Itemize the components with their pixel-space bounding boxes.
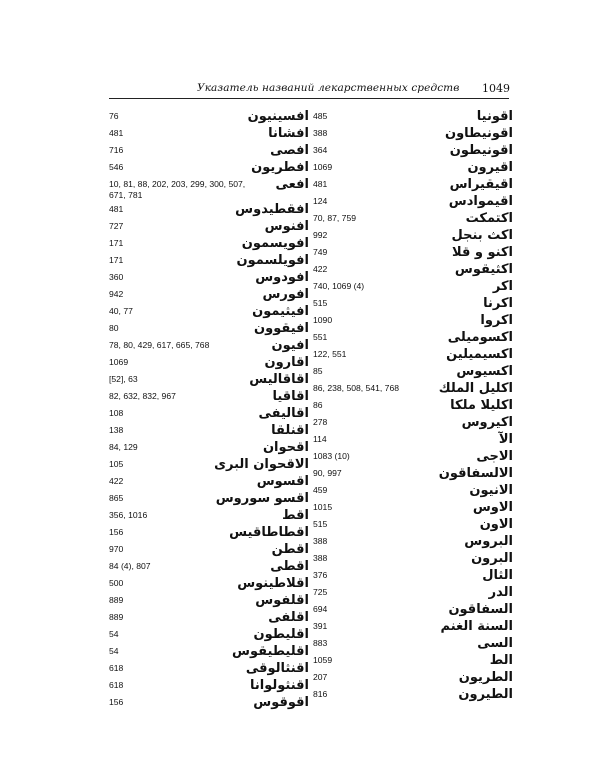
arabic-term: اقاقيا xyxy=(272,389,309,404)
page-refs: 422 xyxy=(109,476,124,486)
index-entry xyxy=(109,235,309,252)
arabic-term: السنة الغنم xyxy=(440,619,513,634)
page-refs: 156 xyxy=(109,697,124,707)
arabic-term: افنوس xyxy=(264,219,309,234)
page-refs: 278 xyxy=(313,417,328,427)
arabic-term: اكليلا ملكا xyxy=(450,398,513,413)
arabic-term: افويلسمون xyxy=(236,253,309,268)
arabic-term: اقنثولوانا xyxy=(250,678,309,693)
index-entry xyxy=(313,295,513,312)
page-refs: 485 xyxy=(313,111,328,121)
arabic-term: الط xyxy=(489,653,513,668)
page-refs: 551 xyxy=(313,332,328,342)
index-entry xyxy=(109,405,309,422)
page-refs: 54 xyxy=(109,629,119,639)
index-entry xyxy=(313,346,513,363)
page-refs: 364 xyxy=(313,145,328,155)
arabic-term: اقطاطاقيس xyxy=(229,525,309,540)
page-refs: 78, 80, 429, 617, 665, 768 xyxy=(109,340,210,350)
page-refs: [52], 63 xyxy=(109,374,138,384)
arabic-term: البرون xyxy=(471,551,513,566)
arabic-term: الدر xyxy=(488,585,513,600)
page-refs: 515 xyxy=(313,298,328,308)
index-entry xyxy=(109,558,309,575)
index-entry xyxy=(109,252,309,269)
arabic-term: اكث بنجل xyxy=(451,228,513,243)
index-entry xyxy=(109,490,309,507)
index-entry xyxy=(109,388,309,405)
index-entry xyxy=(109,142,309,159)
index-entry xyxy=(109,108,309,125)
page-refs: 749 xyxy=(313,247,328,257)
page-refs: 889 xyxy=(109,595,124,605)
arabic-term: افطريون xyxy=(251,160,309,175)
index-entry xyxy=(313,142,513,159)
page-refs: 122, 551 xyxy=(313,349,347,359)
page-refs: 618 xyxy=(109,663,124,673)
running-header xyxy=(197,82,510,98)
arabic-term: اقونيطون xyxy=(449,143,513,158)
index-entry xyxy=(313,516,513,533)
arabic-term: اقونيا xyxy=(476,109,513,124)
index-entry xyxy=(313,482,513,499)
index-entry xyxy=(109,354,309,371)
page-refs: 138 xyxy=(109,425,124,435)
page-refs: 356, 1016 xyxy=(109,510,148,520)
page-refs: 1059 xyxy=(313,655,333,665)
index-entry xyxy=(109,507,309,524)
index-entry xyxy=(109,303,309,320)
page-refs: 171 xyxy=(109,255,124,265)
arabic-term: افيون xyxy=(271,338,309,353)
index-entry xyxy=(109,694,309,711)
index-entry xyxy=(313,244,513,261)
arabic-term: افيقوون xyxy=(254,321,309,336)
page-refs: 694 xyxy=(313,604,328,614)
page-refs: 90, 997 xyxy=(313,468,342,478)
index-entry xyxy=(109,371,309,388)
index-entry xyxy=(313,329,513,346)
arabic-term: اكر xyxy=(492,279,513,294)
index-entry xyxy=(313,601,513,618)
page-refs: 865 xyxy=(109,493,124,503)
index-entry xyxy=(313,686,513,703)
index-entry xyxy=(109,456,309,473)
arabic-term: اقسو سوروس xyxy=(215,491,309,506)
index-entry xyxy=(313,533,513,550)
page-refs: 70, 87, 759 xyxy=(313,213,357,223)
arabic-term: افورس xyxy=(262,287,309,302)
page-refs: 942 xyxy=(109,289,124,299)
arabic-term: اكرنا xyxy=(483,296,513,311)
arabic-term: افقطيدوس xyxy=(235,202,309,217)
page-refs: 1069 xyxy=(109,357,129,367)
page-refs: 388 xyxy=(313,553,328,563)
arabic-term: اقطى xyxy=(270,559,309,574)
page-refs: 1083 (10) xyxy=(313,451,350,461)
index-entry xyxy=(313,125,513,142)
index-entry xyxy=(313,499,513,516)
index-entry xyxy=(109,473,309,490)
page-refs: 546 xyxy=(109,162,124,172)
page-refs: 422 xyxy=(313,264,328,274)
page-refs: 10, 81, 88, 202, 203, 299, 300, 507, 671, 781 xyxy=(109,179,246,200)
index-entry xyxy=(313,465,513,482)
arabic-term: اقنثالوقى xyxy=(245,661,309,676)
arabic-term: افعى xyxy=(275,177,309,192)
index-entry xyxy=(109,609,309,626)
arabic-term: اكنو و قلا xyxy=(452,245,513,260)
page-refs: 86 xyxy=(313,400,323,410)
arabic-term: افودوس xyxy=(255,270,309,285)
page-refs: 1090 xyxy=(313,315,333,325)
arabic-term: اقط xyxy=(282,508,309,523)
page-refs: 54 xyxy=(109,646,119,656)
header-title: Указатель названий лекарственных средств xyxy=(197,82,460,94)
arabic-term: الالسفاقون xyxy=(438,466,513,481)
arabic-term: اكتمكت xyxy=(465,211,513,226)
index-entry xyxy=(313,652,513,669)
arabic-term: الطيرون xyxy=(458,687,513,702)
index-entry xyxy=(313,669,513,686)
index-entry xyxy=(109,592,309,609)
page-refs: 970 xyxy=(109,544,124,554)
page-refs: 391 xyxy=(313,621,328,631)
index-entry xyxy=(313,550,513,567)
arabic-term: اقليطيقوس xyxy=(232,644,309,659)
arabic-term: افيثيمون xyxy=(252,304,309,319)
page-refs: 1069 xyxy=(313,162,333,172)
index-entry xyxy=(109,286,309,303)
arabic-term: الاون xyxy=(479,517,513,532)
page-refs: 883 xyxy=(313,638,328,648)
index-entry xyxy=(109,677,309,694)
page-refs: 40, 77 xyxy=(109,306,133,316)
index-entry xyxy=(313,618,513,635)
arabic-term: اكسيوس xyxy=(456,364,513,379)
index-entry xyxy=(109,643,309,660)
page-refs: 124 xyxy=(313,196,328,206)
arabic-term: الاجى xyxy=(476,449,513,464)
page-refs: 515 xyxy=(313,519,328,529)
arabic-term: اقحوان xyxy=(262,440,309,455)
index-entry xyxy=(313,312,513,329)
index-entry xyxy=(109,201,309,218)
index-entry xyxy=(313,108,513,125)
page-refs: 82, 632, 832, 967 xyxy=(109,391,176,401)
right-column xyxy=(313,108,513,703)
page-refs: 80 xyxy=(109,323,119,333)
index-entry xyxy=(109,660,309,677)
arabic-term: اكروا xyxy=(480,313,513,328)
arabic-term: اكثيقوس xyxy=(454,262,513,277)
arabic-term: اقلفوس xyxy=(255,593,309,608)
index-entry xyxy=(109,422,309,439)
page-refs: 105 xyxy=(109,459,124,469)
page-refs: 725 xyxy=(313,587,328,597)
index-entry xyxy=(313,567,513,584)
arabic-term: اقوقوس xyxy=(253,695,309,710)
index-entry xyxy=(109,337,309,354)
index-entry xyxy=(109,125,309,142)
arabic-term: السى xyxy=(477,636,513,651)
index-entry xyxy=(109,159,309,176)
arabic-term: اقنلقا xyxy=(271,423,309,438)
index-entry xyxy=(313,380,513,397)
arabic-term: اكيروس xyxy=(461,415,513,430)
index-entry xyxy=(313,397,513,414)
index-entry xyxy=(313,414,513,431)
index-entry xyxy=(313,448,513,465)
arabic-term: اقلفى xyxy=(268,610,309,625)
arabic-term: الثال xyxy=(482,568,513,583)
arabic-term: اقاليفى xyxy=(258,406,309,421)
arabic-term: اكسيميلين xyxy=(446,347,513,362)
index-entry xyxy=(109,269,309,286)
index-entry xyxy=(313,261,513,278)
arabic-term: الآ xyxy=(498,432,513,447)
page-refs: 360 xyxy=(109,272,124,282)
page-refs: 84 (4), 807 xyxy=(109,561,151,571)
index-entry xyxy=(109,524,309,541)
page-refs: 481 xyxy=(109,128,124,138)
arabic-term: افويسمون xyxy=(241,236,309,251)
page-refs: 108 xyxy=(109,408,124,418)
page-refs: 716 xyxy=(109,145,124,155)
page-refs: 618 xyxy=(109,680,124,690)
page-refs: 207 xyxy=(313,672,328,682)
page-refs: 889 xyxy=(109,612,124,622)
index-entry xyxy=(313,227,513,244)
page-refs: 156 xyxy=(109,527,124,537)
arabic-term: اقاقاليس xyxy=(249,372,309,387)
arabic-term: افصى xyxy=(270,143,309,158)
arabic-term: الانيون xyxy=(469,483,513,498)
arabic-term: السفاقون xyxy=(448,602,513,617)
index-entry xyxy=(313,193,513,210)
page-refs: 86, 238, 508, 541, 768 xyxy=(313,383,400,393)
arabic-term: افسينيون xyxy=(247,109,309,124)
arabic-term: اقطن xyxy=(271,542,309,557)
page-refs: 76 xyxy=(109,111,119,121)
index-entry xyxy=(313,363,513,380)
index-entry xyxy=(313,431,513,448)
index-entry xyxy=(109,541,309,558)
arabic-term: اكسوميلى xyxy=(447,330,513,345)
page-refs: 388 xyxy=(313,128,328,138)
index-entry xyxy=(109,320,309,337)
page-number: 1049 xyxy=(482,82,510,95)
page-refs: 388 xyxy=(313,536,328,546)
page-refs: 727 xyxy=(109,221,124,231)
index-entry xyxy=(109,218,309,235)
page-refs: 500 xyxy=(109,578,124,588)
page-refs: 740, 1069 (4) xyxy=(313,281,365,291)
arabic-term: الاقحوان البرى xyxy=(214,457,309,472)
arabic-term: الطريون xyxy=(458,670,513,685)
page-refs: 85 xyxy=(313,366,323,376)
arabic-term: اقيموادس xyxy=(448,194,513,209)
page-refs: 1015 xyxy=(313,502,333,512)
index-entry xyxy=(313,210,513,227)
arabic-term: اقونيطاون xyxy=(444,126,513,141)
page-refs: 376 xyxy=(313,570,328,580)
index-entry xyxy=(109,176,309,201)
left-column xyxy=(109,108,309,711)
arabic-term: اكليل الملك xyxy=(438,381,513,396)
index-entry xyxy=(109,575,309,592)
header-rule xyxy=(109,98,509,99)
page-refs: 992 xyxy=(313,230,328,240)
arabic-term: البروس xyxy=(464,534,513,549)
index-entry xyxy=(313,278,513,295)
index-entry xyxy=(109,439,309,456)
arabic-term: اقيرون xyxy=(467,160,513,175)
page-refs: 481 xyxy=(313,179,328,189)
page-refs: 459 xyxy=(313,485,328,495)
page-refs: 114 xyxy=(313,434,327,444)
arabic-term: اقليطون xyxy=(253,627,309,642)
index-entry xyxy=(313,635,513,652)
index-entry xyxy=(109,626,309,643)
index-entry xyxy=(313,584,513,601)
index-entry xyxy=(313,176,513,193)
index-entry xyxy=(313,159,513,176)
arabic-term: اقيقيراس xyxy=(449,177,513,192)
arabic-term: اقلاطينوس xyxy=(237,576,309,591)
page-refs: 816 xyxy=(313,689,328,699)
page-refs: 84, 129 xyxy=(109,442,138,452)
arabic-term: اقسوس xyxy=(256,474,309,489)
arabic-term: اقارون xyxy=(264,355,309,370)
arabic-term: افشانا xyxy=(268,126,309,141)
page-refs: 481 xyxy=(109,204,124,214)
arabic-term: الاوس xyxy=(472,500,513,515)
page-refs: 171 xyxy=(109,238,124,248)
